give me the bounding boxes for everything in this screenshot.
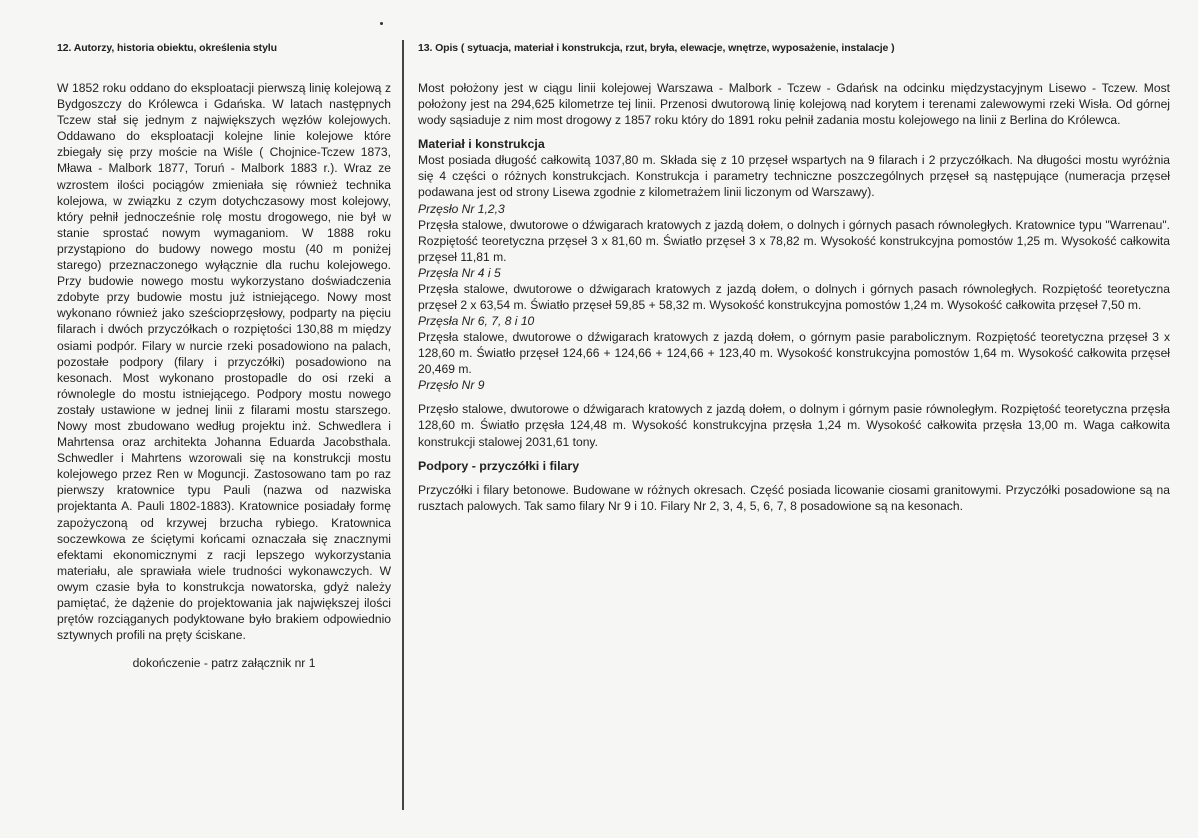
span-label: Przęsła Nr 6, 7, 8 i 10 [418,314,535,329]
span-label: Przęsło Nr 1,2,3 [418,201,505,216]
span-text: Przęsła stalowe, dwutorowe o dźwigarach kratowych z jazdą dołem, o dolnych i górnych pasach równoległych. Kratownice typu "Warrenau". Rozpiętość teoretyczna przęseł 3 x 81,60 m. Światło przęseł 3 x 78,82 m. Wysokość konstrukcyjna pomostów 1,25 m. Wysokość całkowita przęseł 11,81 m. [418,217,1170,264]
location-text: Most położony jest w ciągu linii kolejowej Warszawa - Malbork - Tczew - Gdańsk na odcinku międzystacyjnym Lisewo - Tczew. Most położony jest na 294,625 kilometrze tej linii. Przenosi dwutorową linię kolejową nad korytem i terenami zalewowymi rzeki Wisła. Od górnej wody sąsiaduje z nim most drogowy z 1857 roku który do 1891 roku pełnił zadania mostu kolejowego na linii z Berlina do Królewca. [418,81,1170,128]
right-column [418,42,1170,514]
material-heading: Materiał i konstrukcja [418,137,545,152]
span-text: Przęsło stalowe, dwutorowe o dźwigarach kratowych z jazdą dołem, o dolnym i górnym pasie równoległym. Rozpiętość teoretyczna przęsła 128,60 m. Światło przęsła 124,48 m. Wysokość konstrukcyjna przęsła 1,24 m. Wysokość całkowita przęsła 13,00 m. Waga całkowita konstrukcji stalowej 2031,61 tony. [418,402,1170,449]
span-text: Przęsła stalowe, dwutorowe o dźwigarach kratowych z jazdą dołem, o górnym pasie parabolicznym. Rozpiętość teoretyczna przęseł 3 x 128,60 m. Światło przęseł 124,66 + 124,66 + 124,66 + 123,40 m. Wysokość konstrukcyjna pomostów 1,64 m. Wysokość całkowita przęseł 20,469 m. [418,330,1170,377]
supports-heading: Podpory - przyczółki i filary [418,458,580,473]
left-heading: 12. Autorzy, historia obiektu, określenia stylu [57,42,277,54]
span-label: Przęsło Nr 9 [418,378,485,393]
span-label: Przęsła Nr 4 i 5 [418,265,501,280]
supports-text: Przyczółki i filary betonowe. Budowane w różnych okresach. Część posiada licowanie ciosami granitowymi. Przyczółki posadowione są na rusztach palowych. Tak samo filary Nr 9 i 10. Filary Nr 2, 3, 4, 5, 6, 7, 8 posadowione są na kesonach. [418,482,1170,513]
spacer [418,393,1170,401]
material-text: Most posiada długość całkowitą 1037,80 m. Składa się z 10 przęseł wspartych na 9 filarach i 2 przyczółkach. Na długości mostu wyróżnia się 4 części o różnych konstrukcjach. Konstrukcja i parametry techniczne poszczególnych przęseł są następujące (numeracja przęseł podawana jest od strony Lisewa zgodnie z kilometrażem linii liczonym od Warszawy). [418,153,1170,200]
speck-mark [380,22,383,25]
history-text: W 1852 roku oddano do eksploatacji pierwszą linię kolejową z Bydgoszczy do Królewca i Gdańska. W latach następnych Tczew stał się jednym z największych węzłów kolejowych. Oddawano do eksploatacji kolejne linie kolejowe które zbiegały się przy moście na Wiśle ( Chojnice-Tczew 1873, Mława - Malbork 1877, Toruń - Malbork 1883 r.). Wraz ze wzrostem ilości pociągów zmieniała się również technika kolejowa, w związku z czym dotychczasowy most kolejowy, który pełnił jednocześnie rolę mostu drogowego, nie był w stanie sprostać nowym wymaganiom. W 1888 roku przystąpiono do budowy nowego mostu (40 m poniżej starego) przeznaczonego wyłącznie dla ruchu kolejowego. Przy budowie nowego mostu wykorzystano doświadczenia zdobyte przy budowie mostu już istniejącego. Nowy most wykonano również jako sześcioprzęsłowy, podparty na pięciu filarach i dwóch przyczółkach o rozpiętości 130,88 m między osiami podpór. Filary w nurcie rzeki posadowiono na palach, pozostałe podpory (filary i przyczółki) posadowiono na kesonach. Most wykonano prostopadle do osi rzeki a równolegle do mostu istniejącego. Podpory mostu nowego zostały ustawione w jednej linii z filarami mostu starszego. Nowy most zbudowano według projektu inż. Schwedlera i Mahrtensa oraz architekta Johanna Eduarda Jacobsthala. Schwedler i Mahrtens wzorowali się na konstrukcji mostu kolejowego przez Ren w Moguncji. Zastosowano tam po raz pierwszy kratownice typu Pauli (nazwa od nazwiska projektanta A. Pauli 1802-1883). Kratownice posiadały formę zapożyczoną od krzywej brzucha rybiego. Kratownica soczewkowa ze ściętymi końcami oznaczała się znacznymi efektami ekonomicznymi z racji lepszego wykorzystania materiału, ale sprawiała wiele trudności wykonawczych. W owym czasie była to konstrukcja nowatorska, gdyż należy pamiętać, że dążenie do projektowania jak największej ilości prętów rozciąganych podyktowane było brakiem odpowiednio sztywnych profili na pręty ściskane. [57,81,391,643]
right-heading: 13. Opis ( sytuacja, materiał i konstrukcja, rzut, bryła, elewacje, wnętrze, wyposażenie, instalacje ) [418,42,895,54]
left-column [57,42,391,682]
span-text: Przęsła stalowe, dwutorowe o dźwigarach kratowych z jazdą dołem, o dolnych i górnych pasach równoległych. Rozpiętość teoretyczna przęseł 2 x 63,54 m. Światło przęseł 59,85 + 58,32 m. Wysokość konstrukcyjna pomostów 1,24 m. Wysokość całkowita przęseł 7,50 m. [418,281,1170,312]
spacer [418,474,1170,482]
continuation-note: dokończenie - patrz załącznik nr 1 [132,656,316,671]
column-divider [402,40,404,810]
